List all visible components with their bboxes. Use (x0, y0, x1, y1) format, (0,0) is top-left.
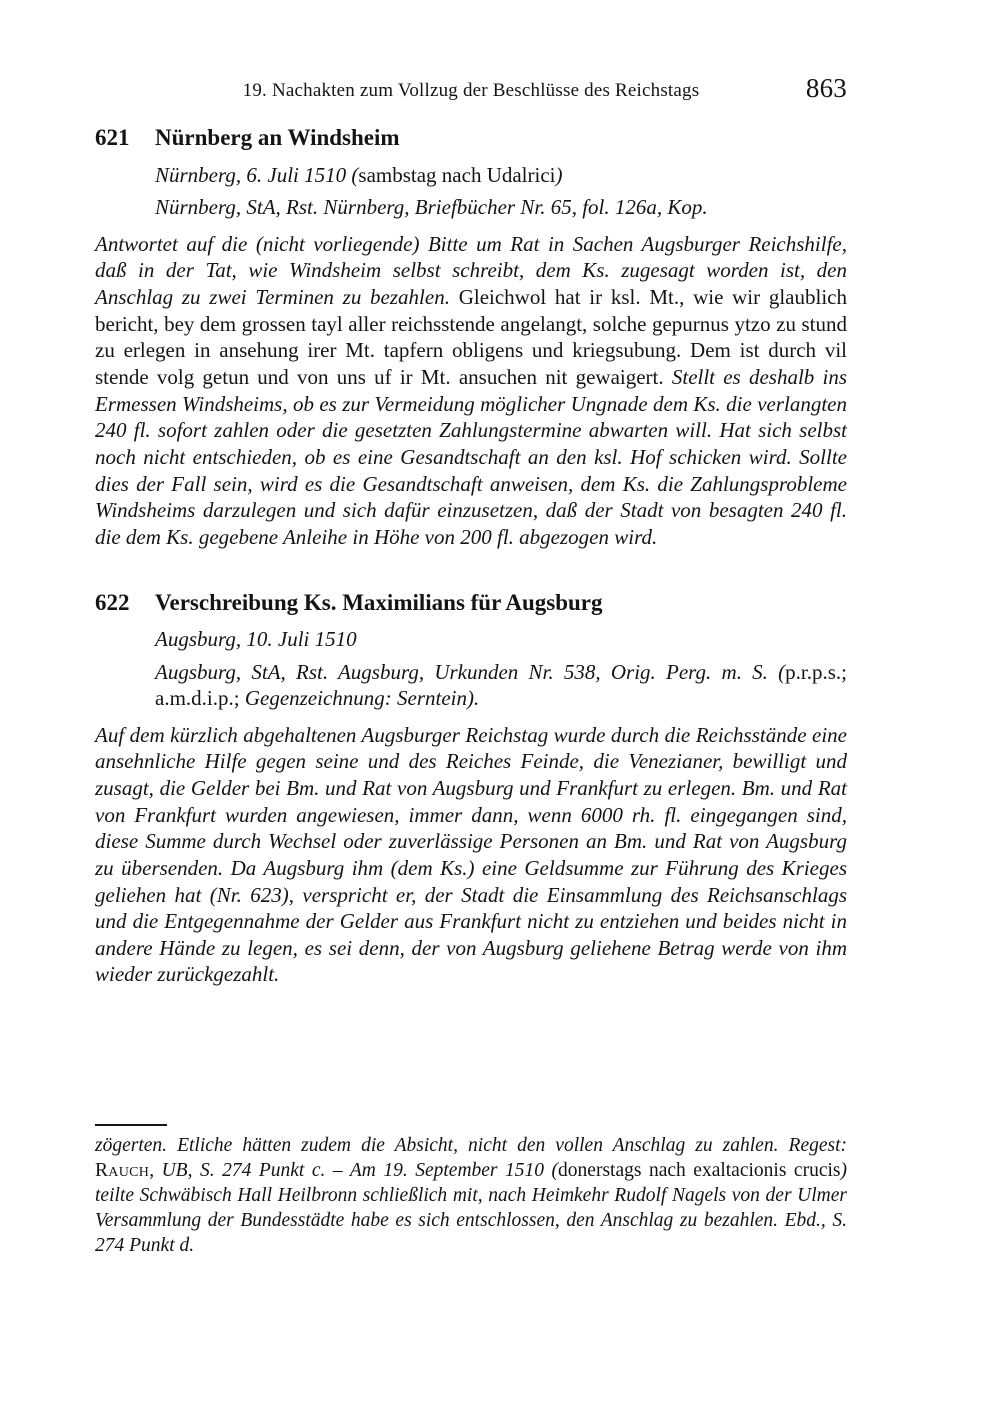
text-run-italic: Gegenzeichnung: Serntein). (239, 686, 480, 711)
entry-body-paragraph (95, 231, 847, 551)
text-run-italic: Nürnberg, 6. Juli 1510 ( (155, 162, 359, 187)
entry-number: 622 (95, 589, 130, 615)
entry-621 (95, 124, 847, 551)
footnote-text (95, 1133, 847, 1258)
entry-source-line (155, 194, 847, 220)
text-run-italic: ) (555, 162, 563, 187)
text-column (95, 0, 847, 988)
entry-title: Nürnberg an Windsheim (155, 125, 400, 150)
footnote-rule (95, 1124, 167, 1126)
entry-heading (95, 124, 847, 152)
entry-622 (95, 589, 847, 989)
text-run-italic: Augsburg, 10. Juli 1510 (155, 627, 357, 652)
text-run-roman: p.r.p.s.; a.m.d.i.p.; (155, 660, 847, 711)
text-run-italic: ) teilte Schwäbisch Hall Heilbronn schließlich mit, nach Heimkehr Rudolf Nagels von der Ulmer Versammlung der Bundesstädte habe es sich entschlossen, den Anschlag zu bezahlen. Ebd., S. 274 Punkt d. (95, 1160, 847, 1256)
entry-dateline (155, 162, 847, 189)
section-header-title: 19. Nachakten zum Vollzug der Beschlüsse des Reichstags (242, 80, 700, 101)
page-number: 863 (805, 73, 847, 103)
entry-body-paragraph (95, 722, 847, 989)
running-header (95, 73, 847, 108)
text-run-italic: Augsburg, StA, Rst. Augsburg, Urkunden Nr. 538, Orig. Perg. m. S. ( (155, 660, 786, 685)
footnote (95, 1124, 847, 1258)
entry-title: Verschreibung Ks. Maximilians für Augsburg (155, 589, 603, 615)
text-run-italic: zögerten. Etliche hätten zudem die Absicht, nicht den vollen Anschlag zu zahlen. Regest: (95, 1135, 847, 1156)
text-run-roman: Gleichwol hat ir ksl. Mt., wie wir glaublich bericht, bey dem grossen tayl aller reichsstende angelangt, solche gepurnus ytzo zu stund zu erlegen in ansehung irer Mt. tapfern obligens und kriegsubung. Dem ist durch vil stende volg getun und von uns uf ir Mt. ansuchen nit gewaigert. (95, 285, 847, 389)
text-run-smallcaps: Rauch (95, 1160, 150, 1181)
entry-source-line (155, 659, 847, 712)
entry-heading (95, 589, 847, 617)
entry-number: 621 (95, 125, 130, 150)
text-run-italic: Nürnberg, StA, Rst. Nürnberg, Briefbücher Nr. 65, fol. 126a, Kop. (155, 195, 708, 220)
text-run-italic: Antwortet auf die (nicht vorliegende) Bitte um Rat in Sachen Augsburger Reichshilfe, daß in der Tat, wie Windsheim selbst schreibt, dem Ks. zugesagt worden ist, den Anschlag zu zwei Terminen zu bezahlen. (95, 231, 847, 310)
text-run-italic: , UB, S. 274 Punkt c. – Am 19. September 1510 ( (149, 1160, 559, 1181)
text-run-roman: donerstags nach exaltacionis crucis (558, 1160, 841, 1181)
entry-dateline (155, 626, 847, 653)
text-run-italic: Stellt es deshalb ins Ermessen Windsheims, ob es zur Vermeidung möglicher Ungnade dem Ks. die verlangten 240 fl. sofort zahlen oder die gesetzten Zahlungstermine abwarten will. Hat sich selbst noch nicht entschieden, ob es eine Gesandtschaft an den ksl. Hof schicken wird. Sollte dies der Fall sein, wird es die Gesandtschaft anweisen, dem Ks. die Zahlungsprobleme Windsheims darzulegen und sich dafür einzusetzen, daß der Stadt von besagten 240 fl. die dem Ks. gegebene Anleihe in Höhe von 200 fl. abgezogen wird. (95, 365, 847, 549)
text-run-italic: Auf dem kürzlich abgehaltenen Augsburger Reichstag wurde durch die Reichsstände eine ansehnliche Hilfe gegen seine und des Reiches Feinde, die Venezianer, bewilligt und zusagt, die Gelder bei Bm. und Rat von Augsburg und Frankfurt zu erlegen. Bm. und Rat von Frankfurt wurden angewiesen, immer dann, wenn 6000 rh. fl. eingegangen sind, diese Summe durch Wechsel oder zuverlässige Personen an Bm. und Rat von Augsburg zu übersenden. Da Augsburg ihm (dem Ks.) eine Geldsumme zur Führung des Krieges geliehen hat (Nr. 623), verspricht er, der Stadt die Einsammlung des Reichsanschlags und die Entgegennahme der Gelder aus Frankfurt nicht zu entziehen und beides nicht in andere Hände zu legen, es sei denn, der von Augsburg geliehene Betrag werde von ihm wieder zurückgezahlt. (95, 722, 847, 987)
text-run-roman: sambstag nach Udalrici (358, 162, 556, 187)
